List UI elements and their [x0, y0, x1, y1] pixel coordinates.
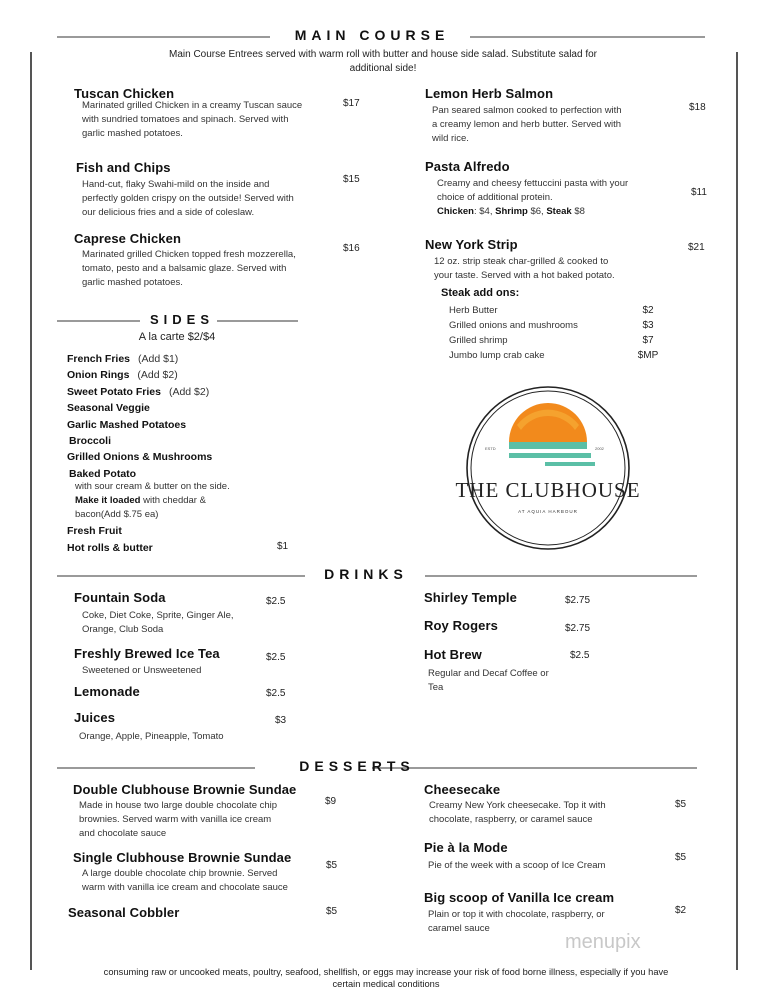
- text: Shrimp: [495, 206, 528, 217]
- protein-options: [437, 205, 628, 219]
- text: Regular and Decaf Coffee or: [428, 668, 549, 679]
- baked-potato-desc: [75, 480, 230, 522]
- text: $2: [642, 305, 654, 316]
- item-name: Lemon Herb Salmon: [425, 86, 554, 101]
- logo-name: THE CLUBHOUSE: [455, 478, 641, 502]
- desserts-heading: DESSERTS: [299, 758, 415, 774]
- text: with sundried tomatoes and spinach. Served with: [82, 114, 289, 125]
- text: caramel sauce: [428, 923, 490, 934]
- text: consuming raw or uncooked meats, poultry, seafood, shellfish, or eggs may increase your risk of food borne illness, especially if you have: [103, 967, 669, 977]
- item-name: Seasonal Cobbler: [68, 905, 180, 920]
- text: Herb Butter: [449, 305, 498, 316]
- item-price: $15: [343, 174, 360, 185]
- text: and chocolate sauce: [79, 828, 167, 839]
- item-desc: Sweetened or Unsweetened: [82, 665, 202, 676]
- item-desc: [437, 177, 628, 219]
- text: a creamy lemon and herb butter. Served with: [432, 119, 622, 130]
- side-item: [67, 368, 178, 382]
- divider: [470, 36, 705, 38]
- text: brownies. Served warm with vanilla ice cream: [79, 814, 272, 825]
- side-item: Fresh Fruit: [67, 525, 122, 537]
- item-desc: Pie of the week with a scoop of Ice Cream: [428, 860, 606, 871]
- text: with sour cream & butter on the side.: [75, 481, 230, 492]
- item-price: $9: [325, 796, 337, 807]
- text: Orange, Club Soda: [82, 624, 164, 635]
- text: perfectly golden crispy on the outside! Served with: [82, 193, 294, 204]
- text: our delicious fries and a side of coleslaw.: [82, 207, 255, 218]
- item-price: $21: [688, 242, 705, 253]
- side-item: Baked Potato: [69, 468, 137, 480]
- right-border: [736, 52, 738, 970]
- divider: [372, 767, 697, 769]
- text: Chicken: [437, 206, 474, 217]
- left-border: [30, 52, 32, 970]
- text: Made in house two large double chocolate chip: [79, 800, 278, 811]
- item-price: $16: [343, 243, 360, 254]
- divider: [57, 320, 140, 322]
- item-desc: [428, 667, 549, 695]
- text: $6,: [527, 206, 544, 217]
- item-price: $5: [326, 906, 338, 917]
- item-name: Juices: [74, 710, 116, 725]
- item-name: Double Clubhouse Brownie Sundae: [73, 782, 297, 797]
- text: (Add $1): [138, 353, 179, 365]
- text: warm with vanilla ice cream and chocolate sauce: [82, 882, 288, 893]
- text: chocolate, raspberry, or caramel sauce: [429, 814, 593, 825]
- sides-subtitle: A la carte $2/$4: [138, 331, 216, 343]
- addon-names: [449, 303, 578, 363]
- text: Grilled shrimp: [449, 335, 508, 346]
- item-price: $5: [675, 852, 687, 863]
- logo-tagline: AT AQUIA HARBOUR: [518, 509, 578, 514]
- side-item: Seasonal Veggie: [67, 402, 150, 414]
- text: Tea: [428, 682, 444, 693]
- text: wild rice.: [432, 133, 469, 144]
- item-name: Caprese Chicken: [74, 231, 181, 246]
- footer-disclaimer: [104, 966, 669, 990]
- item-name: Pie à la Mode: [424, 840, 508, 855]
- drinks-heading: DRINKS: [324, 566, 408, 582]
- side-price: $1: [277, 541, 289, 552]
- side-item: [67, 352, 178, 366]
- text: $8: [571, 206, 585, 217]
- text: garlic mashed potatoes.: [82, 128, 183, 139]
- logo-estd: ESTD: [485, 446, 496, 451]
- item-desc: [82, 867, 288, 895]
- item-desc: [82, 99, 302, 141]
- item-price: $2.75: [565, 623, 591, 634]
- main-course-subtitle: Main Course Entrees served with warm roll with butter and house side salad. Substitute salad for: [169, 49, 597, 60]
- text: : $4,: [473, 206, 493, 217]
- item-desc: [429, 799, 606, 827]
- text: (Add $2): [168, 386, 210, 398]
- text: Onion Rings: [67, 369, 130, 381]
- text: Creamy New York cheesecake. Top it with: [429, 800, 606, 811]
- item-name: Fish and Chips: [76, 160, 171, 175]
- item-price: $2.5: [266, 596, 286, 607]
- item-name: Freshly Brewed Ice Tea: [74, 646, 220, 661]
- item-name: Tuscan Chicken: [74, 86, 175, 101]
- text: Pan seared salmon cooked to perfection with: [432, 105, 622, 116]
- item-name: Lemonade: [74, 684, 140, 699]
- item-name: Roy Rogers: [424, 618, 498, 633]
- item-price: $2: [675, 905, 687, 916]
- item-name: Cheesecake: [424, 782, 501, 797]
- item-desc: [82, 609, 234, 637]
- text: French Fries: [67, 353, 131, 365]
- item-name: Big scoop of Vanilla Ice cream: [424, 890, 615, 905]
- text: choice of additional protein.: [437, 192, 553, 203]
- item-desc: Orange, Apple, Pineapple, Tomato: [79, 731, 224, 742]
- item-desc: [82, 178, 294, 220]
- side-item: [67, 385, 209, 399]
- text: Coke, Diet Coke, Sprite, Ginger Ale,: [82, 610, 234, 621]
- main-course-subtitle: additional side!: [349, 63, 417, 74]
- text: Marinated grilled Chicken in a creamy Tuscan sauce: [82, 100, 303, 111]
- divider: [425, 575, 697, 577]
- sides-heading: SIDES: [149, 312, 215, 327]
- text: tomato, pesto and a balsamic glaze. Served with: [82, 263, 287, 274]
- item-name: Shirley Temple: [424, 590, 517, 605]
- item-price: $11: [691, 187, 707, 198]
- text: certain medical conditions: [332, 979, 440, 989]
- text: Grilled onions and mushrooms: [449, 320, 578, 331]
- text: Hand-cut, flaky Swahi-mild on the inside and: [82, 179, 270, 190]
- item-price: $2.75: [565, 595, 591, 606]
- side-item: Hot rolls & butter: [67, 542, 153, 554]
- text: A large double chocolate chip brownie. Served: [82, 868, 278, 879]
- divider: [57, 575, 305, 577]
- text: $7: [642, 335, 654, 346]
- item-name: Hot Brew: [424, 647, 482, 662]
- divider: [217, 320, 298, 322]
- text: Creamy and cheesy fettuccini pasta with your: [437, 178, 629, 189]
- item-desc: [82, 248, 296, 290]
- text: $MP: [637, 350, 659, 361]
- text: Make it loaded: [75, 495, 141, 506]
- item-name: Fountain Soda: [74, 590, 166, 605]
- text: $3: [642, 320, 654, 331]
- text: Plain or top it with chocolate, raspberry, or: [428, 909, 605, 920]
- item-price: $3: [275, 715, 287, 726]
- clubhouse-logo: [465, 385, 631, 551]
- divider: [57, 36, 270, 38]
- text: Sweet Potato Fries: [67, 386, 161, 398]
- side-item: Broccoli: [69, 435, 112, 447]
- item-price: $18: [689, 102, 706, 113]
- text: Marinated grilled Chicken topped fresh mozzerella,: [82, 249, 296, 260]
- text: (Add $2): [137, 369, 178, 381]
- item-name: New York Strip: [425, 237, 518, 252]
- text: Jumbo lump crab cake: [449, 350, 545, 361]
- side-item: Garlic Mashed Potatoes: [67, 419, 187, 431]
- text: Steak: [546, 206, 572, 217]
- item-desc: [79, 799, 277, 841]
- watermark: menupix: [565, 931, 641, 953]
- item-name: Single Clubhouse Brownie Sundae: [73, 850, 292, 865]
- text: bacon(Add $.75 ea): [75, 509, 159, 520]
- text: your taste. Served with a hot baked potato.: [434, 270, 615, 281]
- item-price: $2.5: [570, 650, 590, 661]
- item-desc: [432, 104, 622, 146]
- item-price: $2.5: [266, 652, 286, 663]
- text: garlic mashed potatoes.: [82, 277, 183, 288]
- main-course-heading: MAIN COURSE: [294, 27, 450, 43]
- item-price: $5: [675, 799, 687, 810]
- item-name: Pasta Alfredo: [425, 159, 510, 174]
- text: 12 oz. strip steak char-grilled & cooked to: [434, 256, 609, 267]
- addon-prices: [636, 303, 660, 363]
- logo-year: 2002: [595, 446, 604, 451]
- item-price: $17: [343, 98, 360, 109]
- item-price: $2.5: [266, 688, 286, 699]
- steak-addons-heading: Steak add ons:: [441, 287, 520, 299]
- text: with cheddar &: [140, 495, 206, 506]
- side-item: Grilled Onions & Mushrooms: [67, 451, 213, 463]
- divider: [57, 767, 255, 769]
- item-price: $5: [326, 860, 338, 871]
- item-desc: [434, 255, 615, 283]
